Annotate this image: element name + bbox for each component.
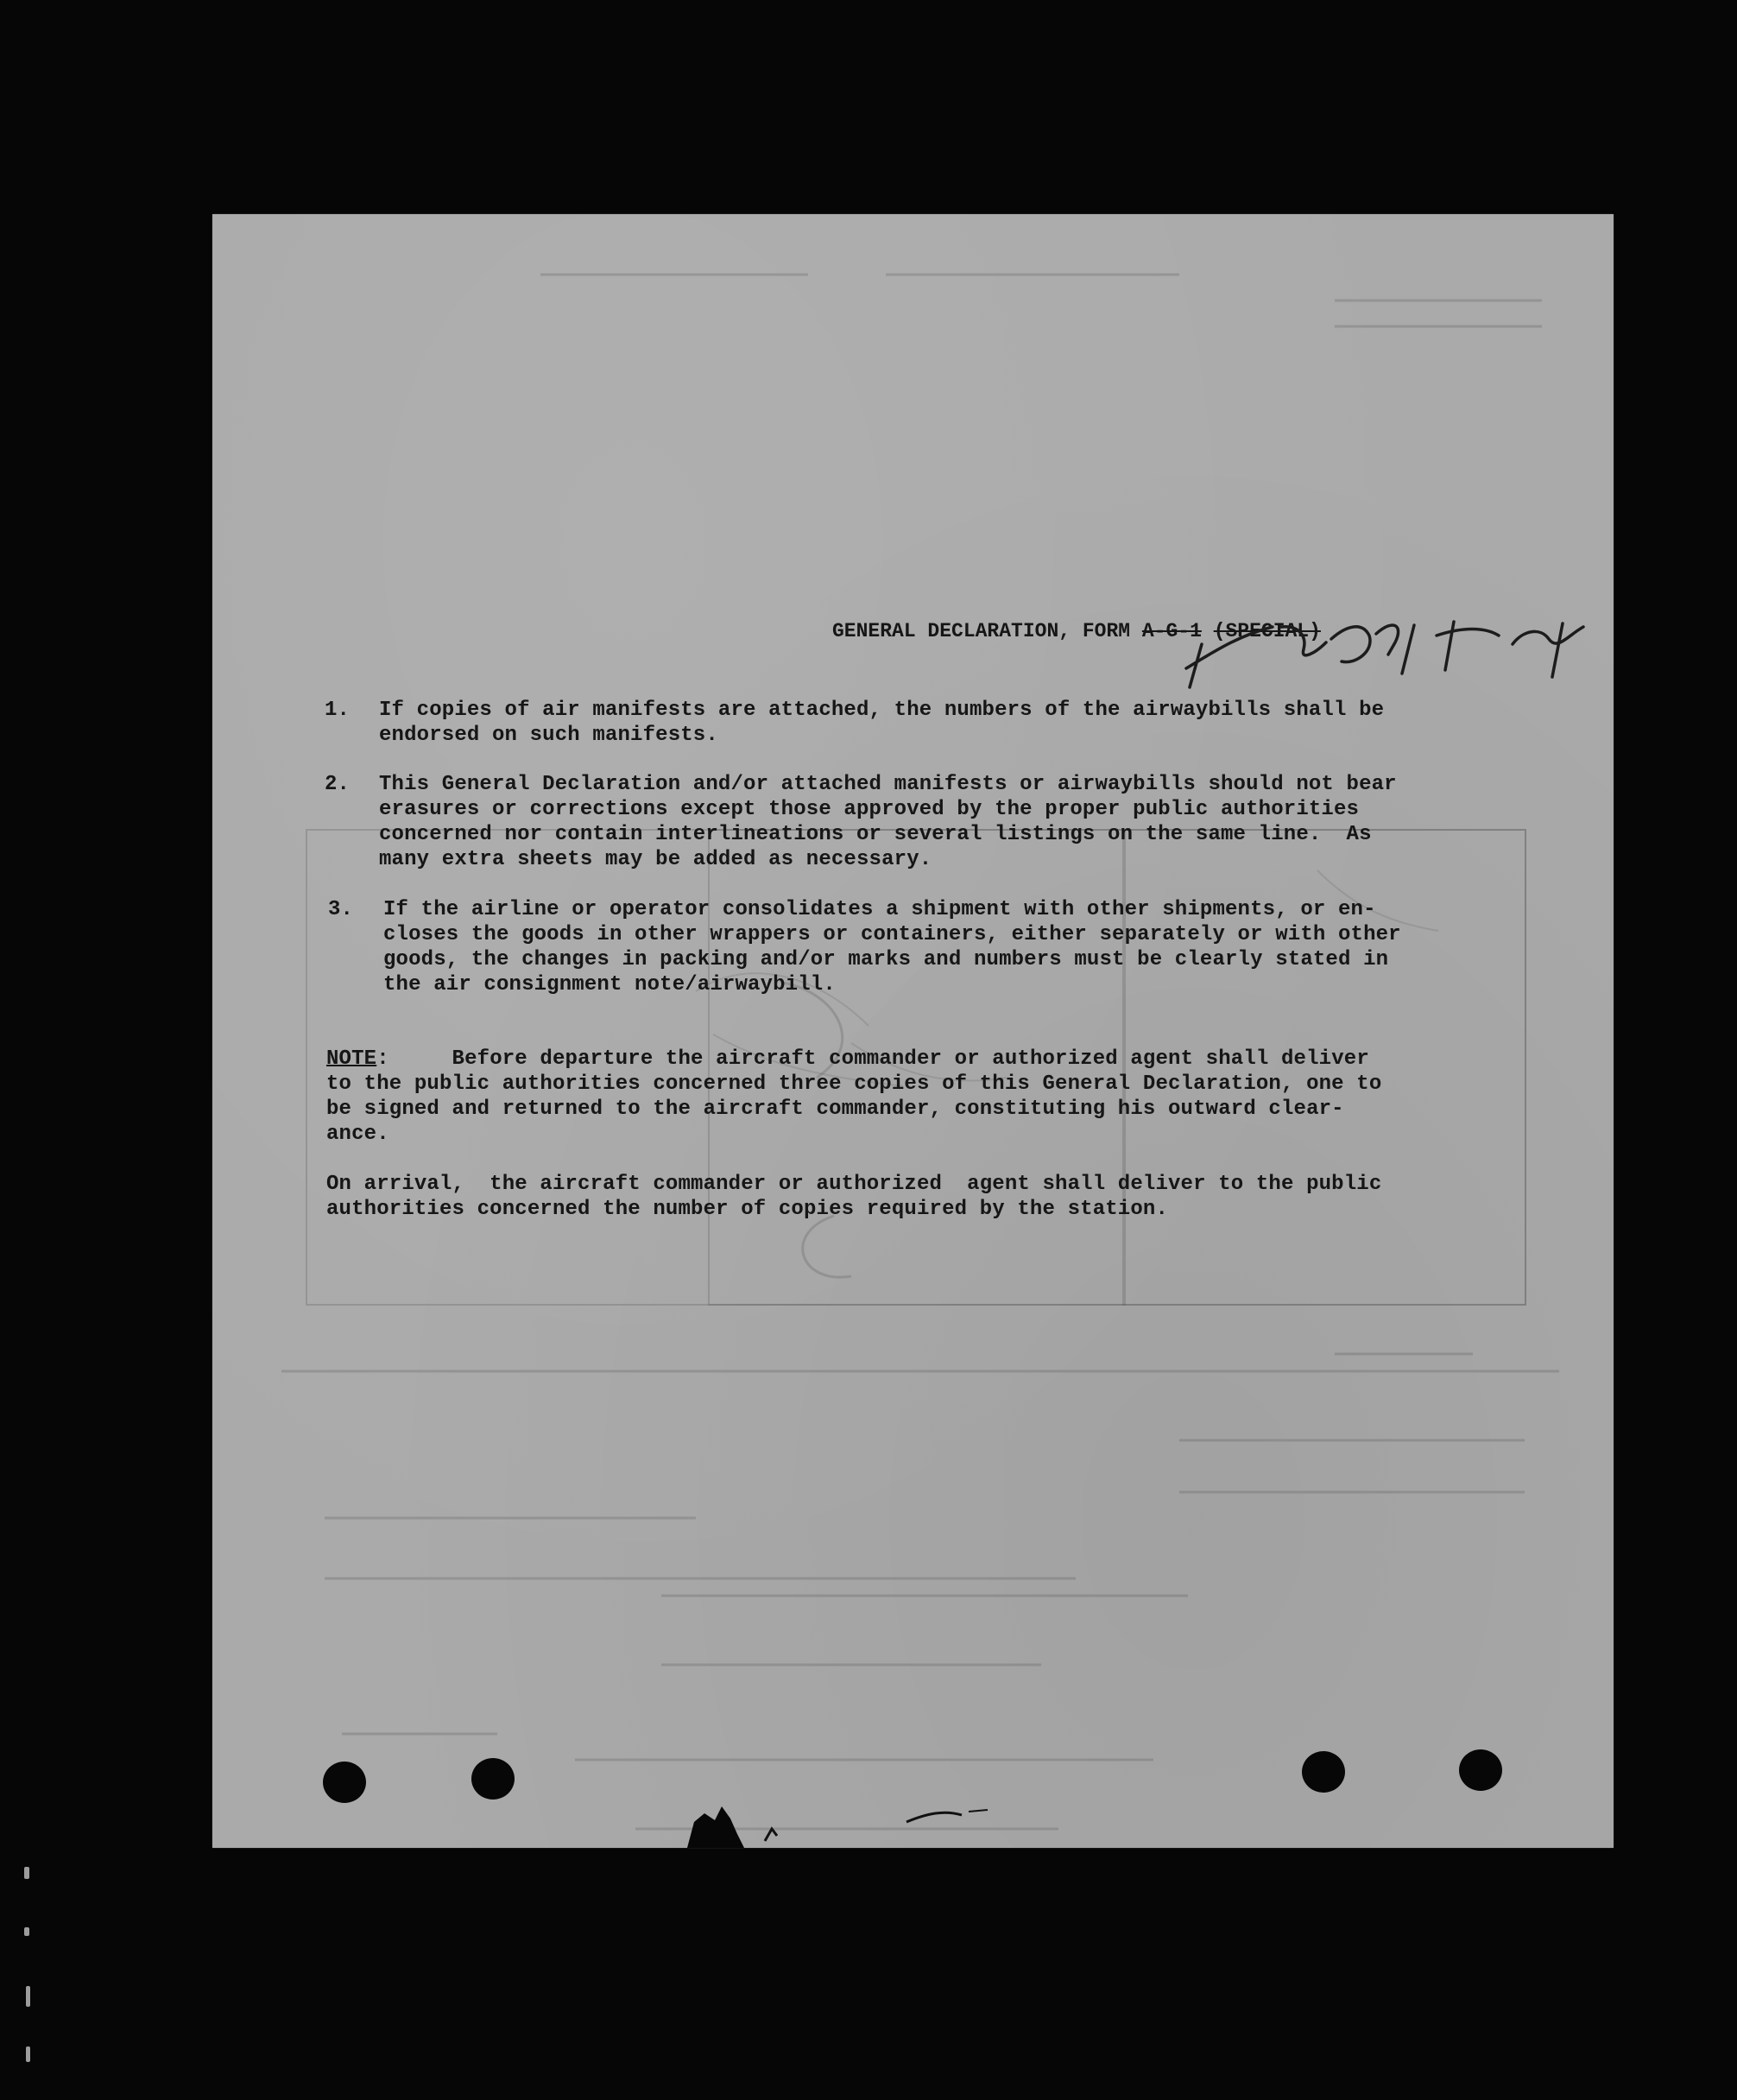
note-first-line [326, 1047, 1369, 1072]
title-prefix: GENERAL DECLARATION, FORM [832, 620, 1142, 642]
note-line-2: to the public authorities concerned three copies of this General Declaration, one to [326, 1072, 1382, 1096]
item-3-number: 3. [328, 898, 354, 921]
item-1-line-2: endorsed on such manifests. [379, 724, 718, 747]
note-colon: : [376, 1047, 389, 1071]
item-2-number: 2. [325, 773, 351, 796]
item-1-line-1: If copies of air manifests are attached, the numbers of the airwaybills shall be [379, 699, 1385, 722]
item-2-line-4: many extra sheets may be added as necessary. [379, 848, 932, 871]
note-line-3: be signed and returned to the aircraft commander, constituting his outward clear- [326, 1097, 1344, 1121]
item-2-line-2: erasures or corrections except those approved by the proper public authorities [379, 798, 1360, 821]
document-sheet [212, 214, 1614, 1848]
item-2-line-3: concerned nor contain interlineations or several listings on the same line. As [379, 823, 1372, 846]
film-edge-mark [24, 1927, 29, 1936]
punch-hole [1302, 1751, 1345, 1793]
arrival-line-1: On arrival, the aircraft commander or authorized agent shall deliver to the public [326, 1173, 1382, 1196]
item-3-line-4: the air consignment note/airwaybill. [383, 973, 836, 996]
punch-hole [1459, 1749, 1502, 1791]
punch-hole [471, 1758, 515, 1800]
form-code: A-G-1 [1141, 620, 1202, 642]
film-edge-mark [24, 1867, 29, 1879]
handwritten-annotation [1178, 601, 1609, 696]
ink-scratch-mark [901, 1800, 1039, 1834]
note-label: NOTE [326, 1047, 377, 1071]
film-edge-mark [26, 1986, 30, 2007]
item-2-line-1: This General Declaration and/or attached manifests or airwaybills should not bear [379, 773, 1397, 796]
arrival-line-2: authorities concerned the number of copies required by the station. [326, 1198, 1169, 1221]
special-struck: (SPECIAL) [1213, 620, 1321, 642]
film-edge-mark [26, 2046, 30, 2062]
punch-hole [323, 1762, 366, 1803]
torn-edge-mark [670, 1787, 843, 1848]
item-3-line-3: goods, the changes in packing and/or marks and numbers must be clearly stated in [383, 948, 1389, 971]
item-3-line-2: closes the goods in other wrappers or containers, either separately or with other [383, 923, 1401, 946]
item-3-line-1: If the airline or operator consolidates a shipment with other shipments, or en- [383, 898, 1376, 921]
item-1-number: 1. [325, 699, 351, 722]
note-line-4: ance. [326, 1123, 389, 1146]
note-line-1: Before departure the aircraft commander or authorized agent shall deliver [452, 1047, 1369, 1071]
